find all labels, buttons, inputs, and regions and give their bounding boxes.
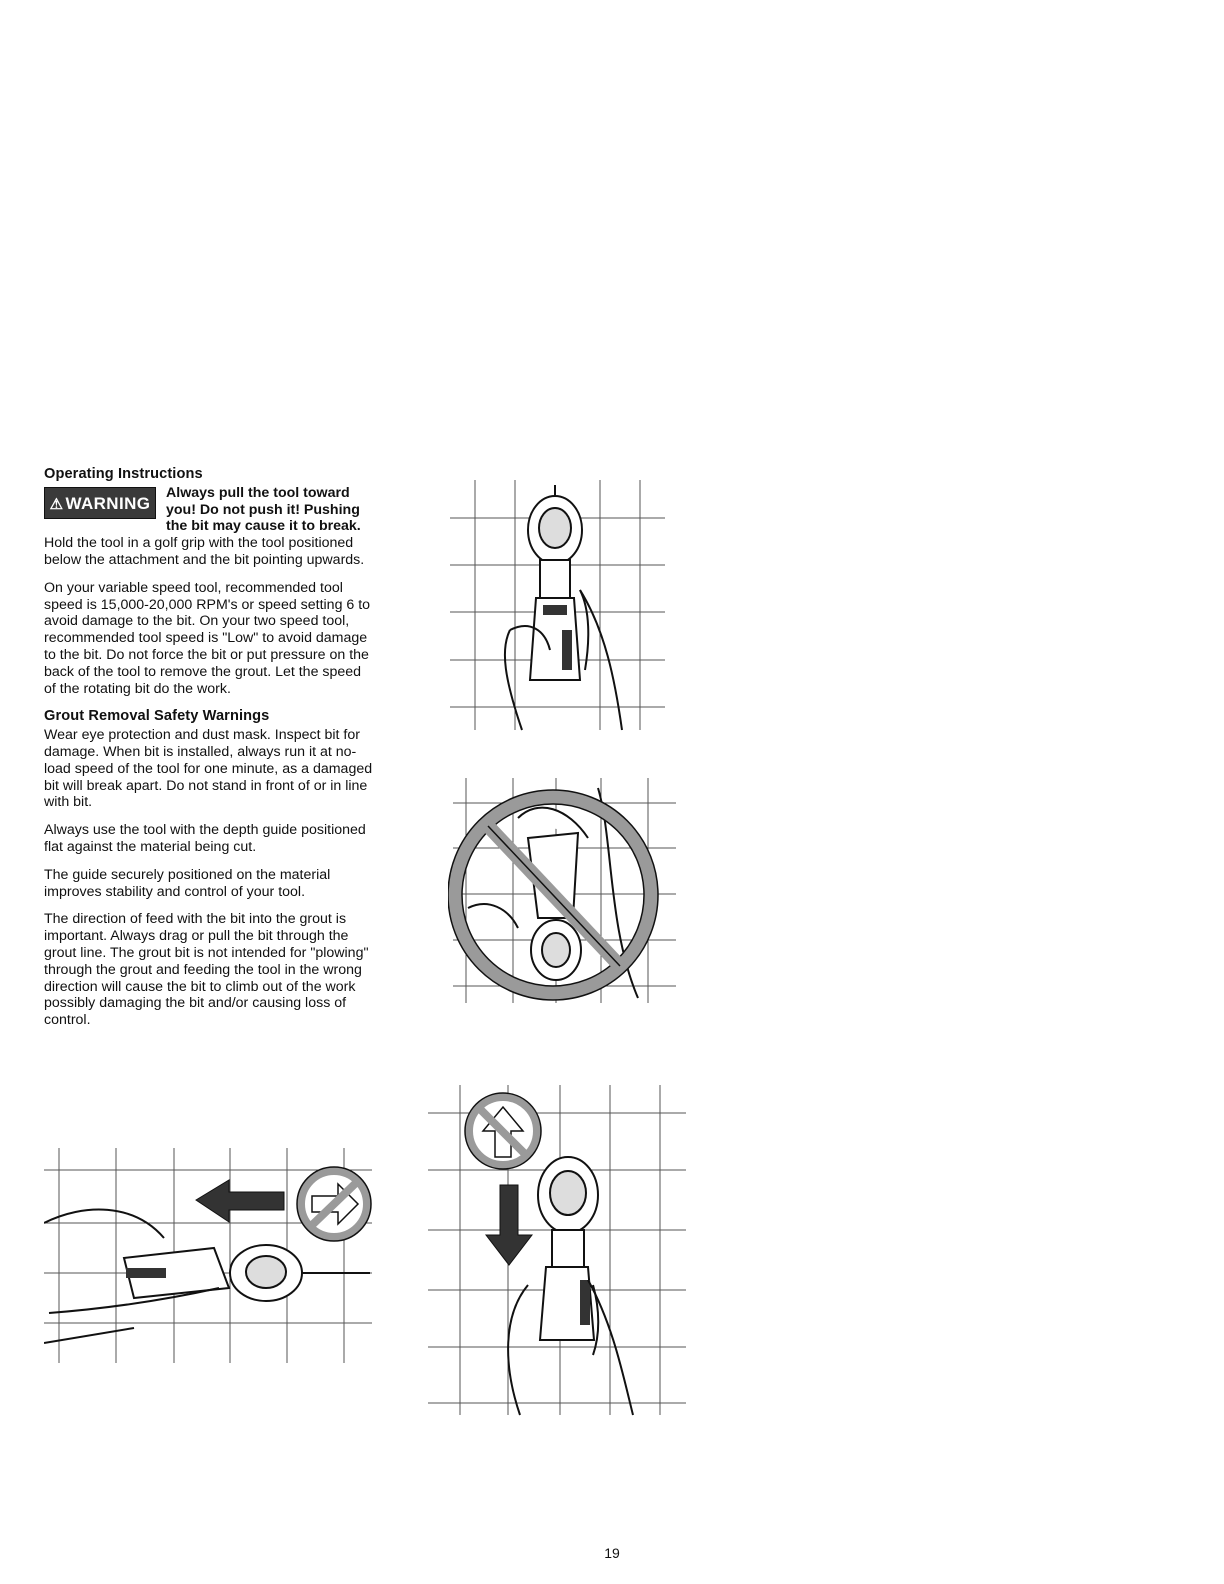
warning-block bbox=[44, 485, 374, 580]
safety-paragraph-1: Wear eye protection and dust mask. Inspect bit for damage. When bit is installed, always run it at no-load speed of the tool for one minute, as a damaged bit will break apart. Do not stand in front of or in line with bit. bbox=[44, 727, 373, 811]
figure-pull-direction-vertical bbox=[428, 1085, 688, 1420]
safety-paragraph-4: The direction of feed with the bit into the grout is important. Always drag or pull the bit through the grout line. The grout bit is not intended for "plowing" through the grout and feeding the tool in the wrong direction will cause the bit to climb out of the work possibly damaging the bit and/or causing loss of control. bbox=[44, 911, 369, 1029]
figure-pull-direction-horizontal bbox=[44, 1148, 374, 1368]
figure-golf-grip-illustration bbox=[440, 480, 670, 740]
safety-paragraph-3: The guide securely positioned on the material improves stability and control of your tool. bbox=[44, 866, 331, 900]
section-title: Operating Instructions bbox=[44, 466, 203, 482]
warning-badge bbox=[44, 487, 156, 519]
safety-heading: Grout Removal Safety Warnings bbox=[44, 708, 270, 725]
warning-lead: Always pull the tool toward you! Do not push it! Pushing the bit may cause it to break. bbox=[166, 484, 361, 535]
warning-triangle-icon: ⚠ bbox=[49, 495, 64, 513]
page-number: 19 bbox=[604, 1545, 620, 1561]
speed-paragraph: On your variable speed tool, recommended tool speed is 15,000-20,000 RPM's or speed setting 6 to avoid damage to the bit. On your two speed tool, recommended tool speed is "Low" to avoid damage to the bit. Do not force the bit or put pressure on the back of the tool to remove the grout. Let the speed of the rotating bit do the work. bbox=[44, 579, 371, 697]
warning-body: Hold the tool in a golf grip with the tool positioned below the attachment and the bit pointing upwards. bbox=[44, 535, 365, 568]
text-column bbox=[44, 466, 374, 1040]
figure-do-not-push-illustration bbox=[448, 778, 678, 1008]
safety-paragraph-2: Always use the tool with the depth guide positioned flat against the material being cut. bbox=[44, 822, 366, 855]
warning-badge-label: WARNING bbox=[65, 493, 151, 513]
